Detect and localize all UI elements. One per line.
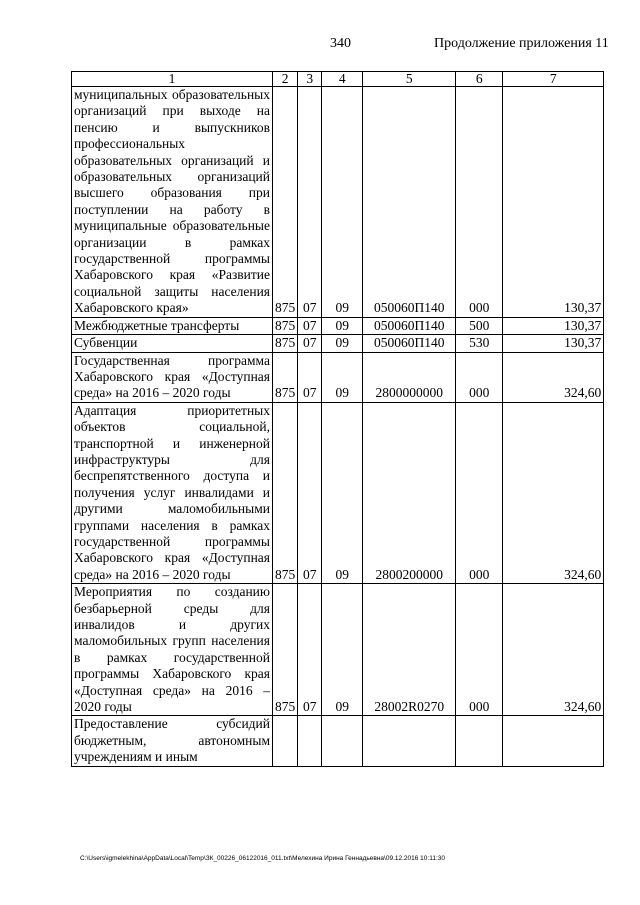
ministry-code: 875 — [273, 402, 298, 583]
subsection-code: 09 — [322, 87, 363, 318]
budget-table — [71, 71, 604, 767]
ministry-code — [273, 716, 298, 766]
expense-type-code: 000 — [456, 87, 503, 318]
target-code: 2800000000 — [363, 352, 456, 402]
target-code: 050060П140 — [363, 317, 456, 334]
column-header: 3 — [298, 72, 322, 87]
amount: 130,37 — [503, 335, 604, 352]
target-code: 28002R0270 — [363, 584, 456, 716]
expense-type-code: 530 — [456, 335, 503, 352]
expense-type-code: 000 — [456, 584, 503, 716]
section-code: 07 — [298, 335, 322, 352]
expense-type-code: 000 — [456, 402, 503, 583]
table-row — [72, 402, 604, 583]
amount — [503, 716, 604, 766]
ministry-code: 875 — [273, 335, 298, 352]
subsection-code: 09 — [322, 317, 363, 334]
section-code: 07 — [298, 584, 322, 716]
amount: 130,37 — [503, 317, 604, 334]
table-header-row — [72, 72, 604, 87]
expense-type-code: 500 — [456, 317, 503, 334]
row-name: Государственная программа Хабаровского края «Доступная среда» на 2016 – 2020 годы — [72, 352, 273, 402]
table-row — [72, 335, 604, 352]
continuation-label: Продолжение приложения 11 — [434, 36, 609, 51]
section-code: 07 — [298, 402, 322, 583]
section-code — [298, 716, 322, 766]
table-row — [72, 584, 604, 716]
row-name: Межбюджетные трансферты — [72, 317, 273, 334]
row-name: Мероприятия по созданию безбарьерной среды для инвалидов и других маломобильных групп населения в рамках государственной программы Хабаровского края «Доступная среда» на 2016 – 2020 годы — [72, 584, 273, 716]
column-header: 7 — [503, 72, 604, 87]
row-name: Субвенции — [72, 335, 273, 352]
row-name: Адаптация приоритетных объектов социальной, транспортной и инженерной инфраструктуры для беспрепятственного доступа и получения услуг инвалидами и другими маломобильными группами населения в рамках государственной программы Хабаровского края «Доступная среда» на 2016 – 2020 годы — [72, 402, 273, 583]
ministry-code: 875 — [273, 87, 298, 318]
section-code: 07 — [298, 87, 322, 318]
subsection-code: 09 — [322, 352, 363, 402]
amount: 130,37 — [503, 87, 604, 318]
subsection-code — [322, 716, 363, 766]
expense-type-code — [456, 716, 503, 766]
column-header: 4 — [322, 72, 363, 87]
page-number: 340 — [330, 36, 351, 51]
column-header: 6 — [456, 72, 503, 87]
file-path-footer: C:\Users\igmelekhina\AppData\Local\Temp\ЗК_00226_06122016_011.txt\Мелехина Ирина Геннадьевна\09.12.2016 10:11:30 — [80, 855, 445, 862]
table-row — [72, 87, 604, 318]
row-name: Предоставление субсидий бюджетным, автономным учреждениям и иным — [72, 716, 273, 766]
ministry-code: 875 — [273, 584, 298, 716]
table-row — [72, 716, 604, 766]
expense-type-code: 000 — [456, 352, 503, 402]
target-code: 050060П140 — [363, 87, 456, 318]
amount: 324,60 — [503, 352, 604, 402]
target-code — [363, 716, 456, 766]
target-code: 2800200000 — [363, 402, 456, 583]
amount: 324,60 — [503, 402, 604, 583]
subsection-code: 09 — [322, 335, 363, 352]
section-code: 07 — [298, 317, 322, 334]
column-header: 5 — [363, 72, 456, 87]
table-row — [72, 352, 604, 402]
amount: 324,60 — [503, 584, 604, 716]
table-row — [72, 317, 604, 334]
row-name: муниципальных образовательных организаций при выходе на пенсию и выпускников профессиональных образовательных организаций и образовательных организаций высшего образования при поступлении на работу в муниципальные образовательные организации в рамках государственной программы Хабаровского края «Развитие социальной защиты населения Хабаровского края» — [72, 87, 273, 318]
subsection-code: 09 — [322, 584, 363, 716]
target-code: 050060П140 — [363, 335, 456, 352]
column-header: 2 — [273, 72, 298, 87]
ministry-code: 875 — [273, 317, 298, 334]
subsection-code: 09 — [322, 402, 363, 583]
column-header: 1 — [72, 72, 273, 87]
section-code: 07 — [298, 352, 322, 402]
ministry-code: 875 — [273, 352, 298, 402]
